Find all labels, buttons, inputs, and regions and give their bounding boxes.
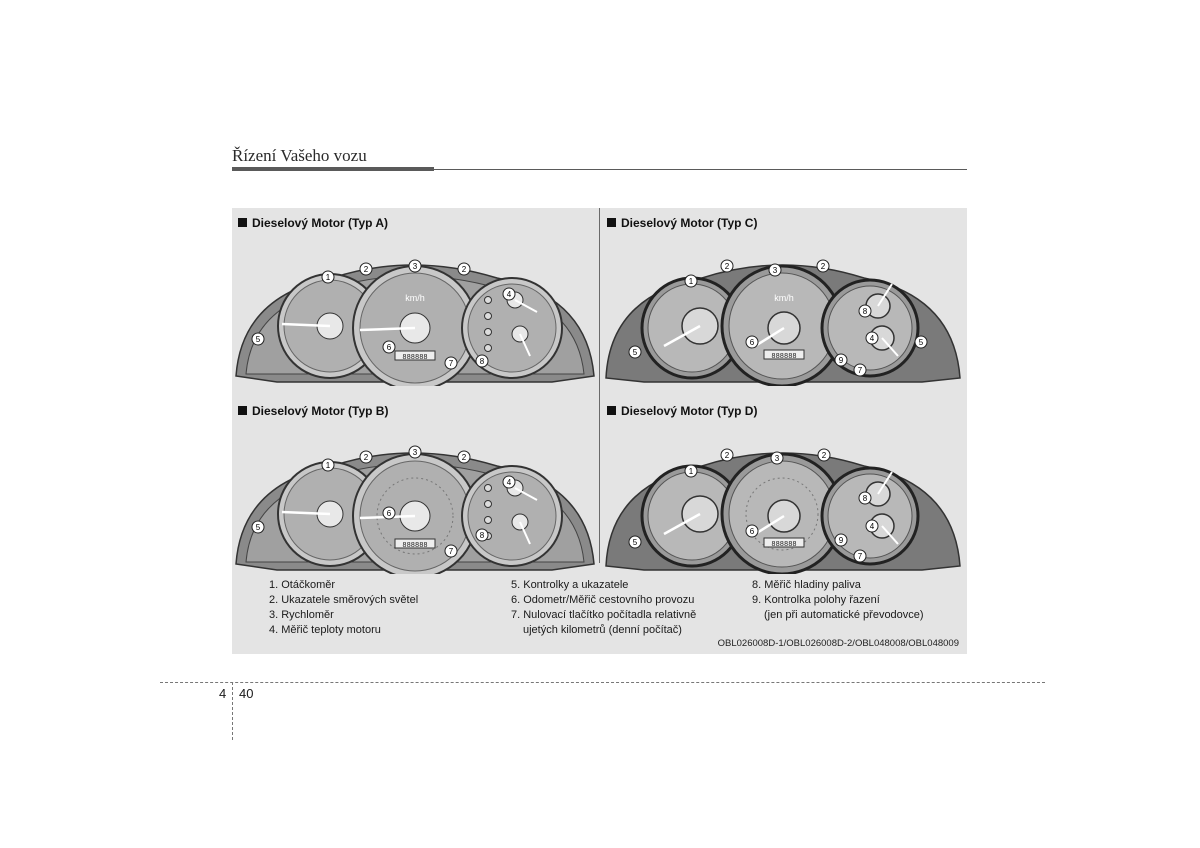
figure-reference-code: OBL026008D-1/OBL026008D-2/OBL048008/OBL048009 <box>717 638 959 649</box>
callout-2: 2 <box>820 262 826 271</box>
bullet-square-icon <box>238 406 247 415</box>
callout-1: 1 <box>688 277 694 286</box>
callout-5: 5 <box>255 335 261 344</box>
callout-2: 2 <box>461 453 467 462</box>
callout-2: 2 <box>363 265 369 274</box>
legend-item: 3. Rychloměr <box>269 609 334 621</box>
legend-item: 2. Ukazatele směrových světel <box>269 594 419 606</box>
legend-item: 7. Nulovací tlačítko počítadla relativně <box>511 609 697 621</box>
callout-6: 6 <box>386 509 392 518</box>
footer-dashed-rule <box>160 682 1045 683</box>
callout-1: 1 <box>325 461 331 470</box>
callout-5: 5 <box>255 523 261 532</box>
odometer-display: 888888 <box>402 354 428 362</box>
callout-layer <box>602 256 964 386</box>
callout-6: 6 <box>749 338 755 347</box>
callout-2: 2 <box>461 265 467 274</box>
callout-2: 2 <box>363 453 369 462</box>
section-title-typ-a: Dieselový Motor (Typ A) <box>238 216 388 230</box>
speed-unit-label: km/h <box>774 293 794 303</box>
callout-7: 7 <box>857 366 863 375</box>
callout-3: 3 <box>774 454 780 463</box>
legend-item-continued: ujetých kilometrů (denní počítač) <box>523 624 682 636</box>
callout-2: 2 <box>724 262 730 271</box>
legend-item-continued: (jen při automatické převodovce) <box>764 609 924 621</box>
chapter-number: 4 <box>219 686 227 701</box>
speed-unit-label: km/h <box>405 293 425 303</box>
callout-8: 8 <box>862 307 868 316</box>
instrument-cluster-typ-a <box>232 256 597 386</box>
bullet-square-icon <box>607 218 616 227</box>
legend-item: 8. Měřič hladiny paliva <box>752 579 861 591</box>
callout-layer <box>232 444 597 574</box>
panel-divider <box>599 208 600 563</box>
callout-1: 1 <box>688 467 694 476</box>
callout-2: 2 <box>724 451 730 460</box>
instrument-cluster-typ-d <box>602 444 964 574</box>
legend-column-1 <box>269 578 418 638</box>
callout-7: 7 <box>857 552 863 561</box>
figure-panel <box>232 208 967 654</box>
odometer-display: 888888 <box>771 353 797 361</box>
bullet-square-icon <box>607 406 616 415</box>
callout-1: 1 <box>325 273 331 282</box>
section-title-typ-d: Dieselový Motor (Typ D) <box>607 404 757 418</box>
bullet-square-icon <box>238 218 247 227</box>
legend-item: 1. Otáčkoměr <box>269 579 336 591</box>
page-header-title: Řízení Vašeho vozu <box>232 146 367 165</box>
callout-4: 4 <box>869 334 875 343</box>
callout-7: 7 <box>448 359 454 368</box>
callout-6: 6 <box>749 527 755 536</box>
callout-5: 5 <box>632 538 638 547</box>
callout-layer <box>232 256 597 386</box>
callout-3: 3 <box>412 262 418 271</box>
odometer-display: 888888 <box>402 542 428 550</box>
callout-9: 9 <box>838 536 844 545</box>
callout-3: 3 <box>772 266 778 275</box>
callout-4: 4 <box>869 522 875 531</box>
odometer-display: 888888 <box>771 541 797 549</box>
callout-6: 6 <box>386 343 392 352</box>
instrument-cluster-typ-c <box>602 256 964 386</box>
callout-8: 8 <box>479 357 485 366</box>
callout-8: 8 <box>862 494 868 503</box>
legend-item: 4. Měřič teploty motoru <box>269 624 381 636</box>
header-rule-thick <box>232 167 434 171</box>
footer-dashed-vertical <box>232 682 233 740</box>
callout-2: 2 <box>821 451 827 460</box>
section-title-typ-b: Dieselový Motor (Typ B) <box>238 404 388 418</box>
instrument-cluster-typ-b <box>232 444 597 574</box>
callout-3: 3 <box>412 448 418 457</box>
callout-4: 4 <box>506 290 512 299</box>
page-number: 40 <box>239 686 254 701</box>
legend-item: 6. Odometr/Měřič cestovního provozu <box>511 594 695 606</box>
callout-4: 4 <box>506 478 512 487</box>
callout-8: 8 <box>479 531 485 540</box>
callout-5: 5 <box>918 338 924 347</box>
callout-layer <box>602 444 964 574</box>
callout-9: 9 <box>838 356 844 365</box>
legend-item: 5. Kontrolky a ukazatele <box>511 579 629 591</box>
callout-5: 5 <box>632 348 638 357</box>
callout-7: 7 <box>448 547 454 556</box>
legend-item: 9. Kontrolka polohy řazení <box>752 594 880 606</box>
section-title-typ-c: Dieselový Motor (Typ C) <box>607 216 757 230</box>
legend-column-2 <box>511 578 696 638</box>
legend-column-3 <box>752 578 924 623</box>
header-rule-thin <box>434 169 967 170</box>
